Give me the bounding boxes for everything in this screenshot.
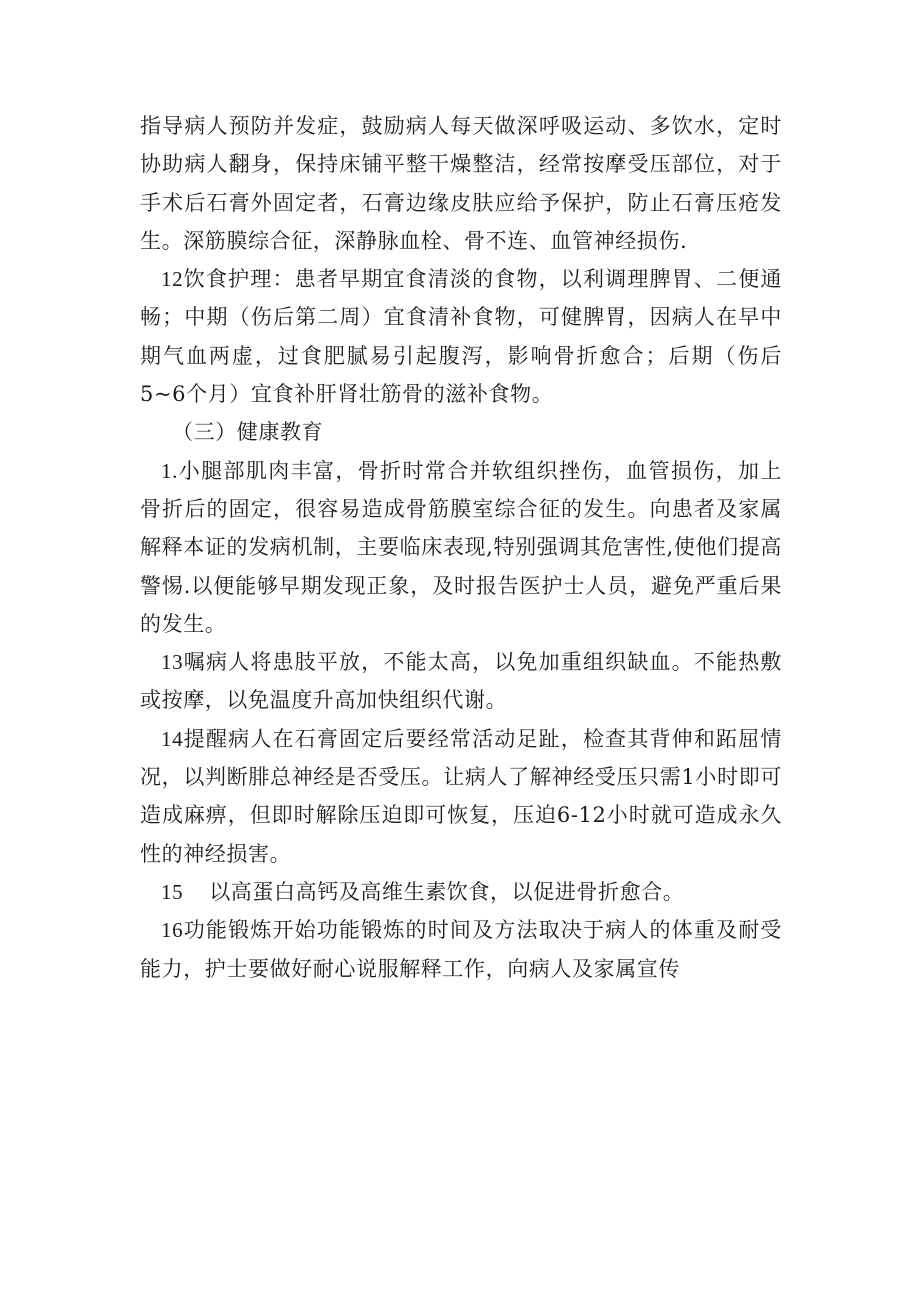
paragraph-diet-care — [140, 260, 782, 413]
paragraph-toe-activity — [140, 720, 782, 873]
paragraph-text: 饮食护理：患者早期宜食清淡的食物，以利调理脾胃、二便通畅；中期（伤后第二周）宜食清补食物，可健脾胃，因病人在早中期气血两虚，过食肥腻易引起腹泻，影响骨折愈合；后期（伤后5~6个月）宜食补肝肾壮筋骨的滋补食物。 — [140, 267, 782, 407]
item-number: 15 — [161, 879, 184, 904]
paragraph-complication-prevention — [140, 107, 782, 260]
item-number: 16 — [161, 918, 184, 943]
paragraph-text: 嘱病人将患肢平放，不能太高，以免加重组织缺血。不能热敷或按摩，以免温度升高加快组织代谢。 — [140, 650, 782, 713]
paragraph-nutrition — [140, 873, 782, 911]
item-number: 12 — [161, 267, 184, 292]
heading-text: （三）健康教育 — [172, 420, 324, 445]
document-body — [140, 107, 782, 988]
item-number: 14 — [161, 726, 184, 751]
paragraph-functional-exercise — [140, 911, 782, 988]
paragraph-text: 功能锻炼开始功能锻炼的时间及方法取决于病人的体重及耐受能力，护士要做好耐心说服解释工作，向病人及家属宣传 — [140, 918, 782, 981]
paragraph-limb-positioning — [140, 643, 782, 720]
item-number: 13 — [161, 650, 184, 675]
paragraph-text: 以高蛋白高钙及高维生素饮食，以促进骨折愈合。 — [209, 879, 685, 904]
paragraph-text: 提醒病人在石膏固定后要经常活动足趾，检查其背伸和跖屈情况，以判断腓总神经是否受压。让病人了解神经受压只需1小时即可造成麻痹，但即时解除压迫即可恢复，压迫6-12小时就可造成永久性的神经损害。 — [140, 726, 782, 866]
paragraph-compartment-syndrome — [140, 452, 782, 643]
paragraph-text: 指导病人预防并发症，鼓励病人每天做深呼吸运动、多饮水，定时协助病人翻身，保持床铺平整干燥整洁，经常按摩受压部位，对于手术后石膏外固定者，石膏边缘皮肤应给予保护，防止石膏压疮发生。深筋膜综合征，深静脉血栓、骨不连、血管神经损伤. — [140, 114, 782, 253]
paragraph-text: 小腿部肌肉丰富，骨折时常合并软组织挫伤，血管损伤，加上骨折后的固定，很容易造成骨筋膜室综合征的发生。向患者及家属解释本证的发病机制，主要临床表现,特别强调其危害性,使他们提高警惕.以便能够早期发现正象，及时报告医护士人员，避免严重后果的发生。 — [140, 458, 782, 636]
item-number: 1. — [161, 458, 178, 483]
section-heading-health-education — [140, 413, 782, 451]
